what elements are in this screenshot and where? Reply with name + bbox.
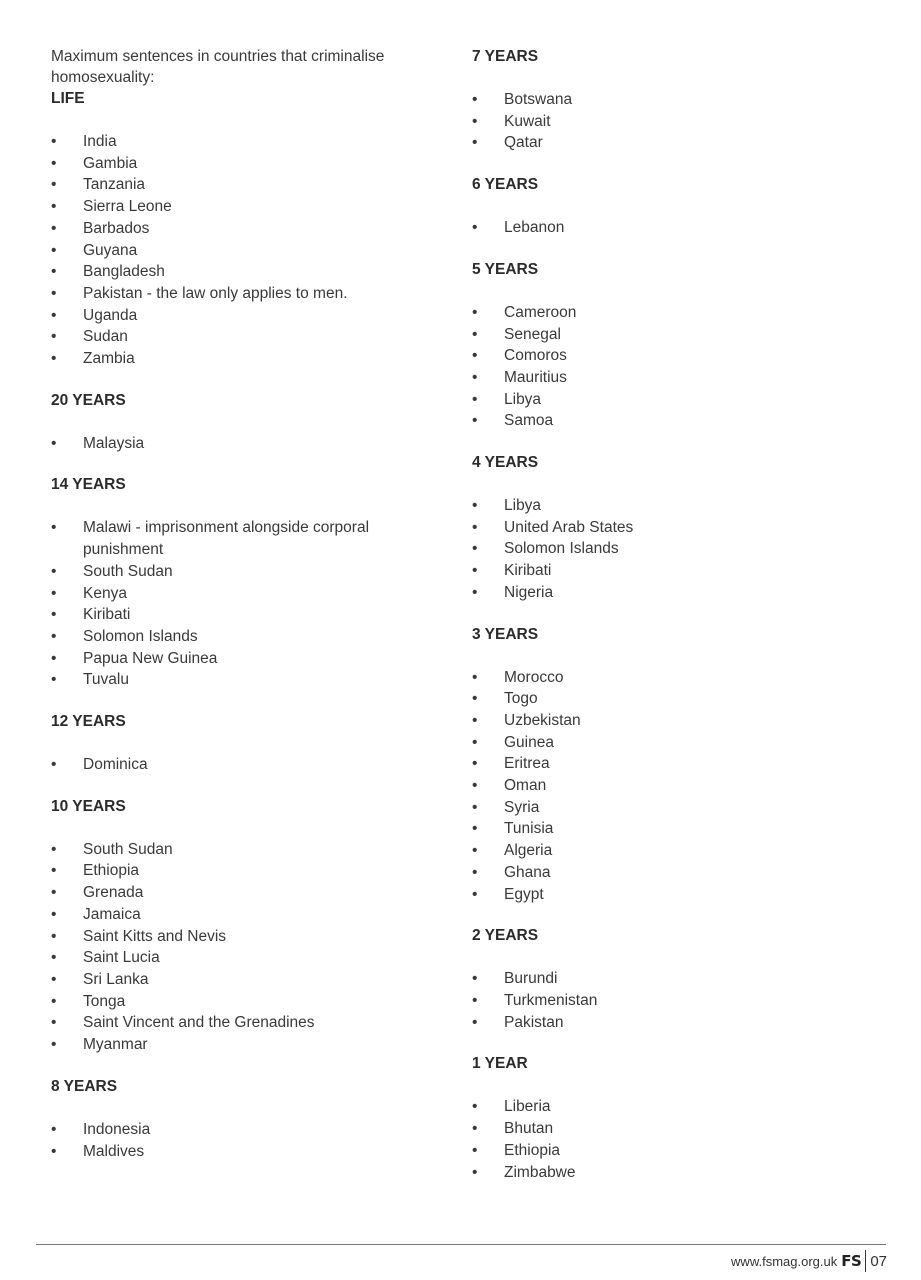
sentence-section (472, 452, 872, 604)
country-item: • Egypt (472, 884, 872, 906)
country-item: • Algeria (472, 840, 872, 862)
country-item: • Turkmenistan (472, 990, 872, 1012)
country-item: • Oman (472, 775, 872, 797)
country-item: • Malawi - imprisonment alongside corporal punishment (51, 517, 431, 560)
country-item: • Malaysia (51, 433, 431, 455)
section-heading: 20 YEARS (51, 391, 126, 409)
country-item: • Qatar (472, 132, 872, 154)
section-heading: 3 YEARS (472, 625, 539, 643)
country-item: • Morocco (472, 667, 872, 689)
country-item: • Saint Vincent and the Grenadines (51, 1012, 431, 1034)
country-item: • Tonga (51, 991, 431, 1013)
country-item: • Zambia (51, 348, 431, 370)
country-item: • Solomon Islands (472, 538, 872, 560)
country-item: • Maldives (51, 1141, 431, 1163)
page-number: 07 (870, 1252, 887, 1270)
country-item: • Jamaica (51, 904, 431, 926)
country-list (472, 217, 872, 239)
country-item: • Indonesia (51, 1119, 431, 1141)
right-sections (472, 46, 872, 1183)
country-item: • Burundi (472, 968, 872, 990)
country-item: • Barbados (51, 218, 431, 240)
section-heading: 5 YEARS (472, 260, 539, 278)
section-heading: 1 YEAR (472, 1055, 528, 1073)
country-list (51, 1119, 431, 1162)
section-heading: 7 YEARS (472, 48, 539, 65)
country-item: • Kiribati (51, 604, 431, 626)
sentence-section (472, 624, 872, 906)
country-list (472, 302, 872, 432)
left-column (51, 46, 431, 1182)
country-item: • Syria (472, 797, 872, 819)
country-item: • Ghana (472, 862, 872, 884)
sentence-section (472, 1053, 872, 1183)
country-item: • Cameroon (472, 302, 872, 324)
country-item: • Kiribati (472, 560, 872, 582)
fs-logo: FS (841, 1252, 862, 1270)
country-item: • Gambia (51, 153, 431, 175)
country-list (51, 754, 431, 776)
country-item: • Pakistan (472, 1012, 872, 1034)
section-heading: 14 YEARS (51, 476, 126, 494)
country-item: • Uganda (51, 305, 431, 327)
country-item: • Nigeria (472, 582, 872, 604)
country-item: • Libya (472, 495, 872, 517)
country-item: • Tuvalu (51, 669, 431, 691)
country-item: • Ethiopia (472, 1140, 872, 1162)
country-item: • Comoros (472, 345, 872, 367)
footer-separator (865, 1250, 866, 1272)
country-item: • United Arab States (472, 517, 872, 539)
sentence-section (51, 474, 431, 691)
sentence-section (51, 1076, 431, 1162)
sentence-section (51, 88, 431, 370)
country-item: • Tanzania (51, 174, 431, 196)
country-item: • India (51, 131, 431, 153)
sentence-section (51, 390, 431, 455)
country-item: • South Sudan (51, 839, 431, 861)
sentence-section (51, 711, 431, 776)
country-list (472, 495, 872, 604)
country-item: • Papua New Guinea (51, 648, 431, 670)
country-item: • Lebanon (472, 217, 872, 239)
country-item: • Sierra Leone (51, 196, 431, 218)
section-heading: LIFE (51, 90, 85, 107)
footer (731, 1249, 887, 1273)
right-column (472, 46, 872, 1203)
country-item: • Botswana (472, 89, 872, 111)
country-item: • Eritrea (472, 753, 872, 775)
section-heading: 4 YEARS (472, 454, 539, 472)
country-item: • Grenada (51, 882, 431, 904)
country-item: • Dominica (51, 754, 431, 776)
section-heading: 12 YEARS (51, 713, 126, 731)
country-item: • Myanmar (51, 1034, 431, 1056)
country-list (472, 667, 872, 906)
country-item: • Tunisia (472, 818, 872, 840)
country-list (472, 89, 872, 154)
left-sections (51, 88, 431, 1162)
country-item: • Mauritius (472, 367, 872, 389)
intro-text: Maximum sentences in countries that criminalise homosexuality: (51, 48, 385, 86)
sentence-section (472, 925, 872, 1033)
country-item: • Liberia (472, 1096, 872, 1118)
country-item: • Solomon Islands (51, 626, 431, 648)
country-item: • Sudan (51, 326, 431, 348)
country-item: • Saint Lucia (51, 947, 431, 969)
footer-divider (36, 1244, 886, 1245)
country-item: • Togo (472, 688, 872, 710)
country-list (51, 131, 431, 370)
country-list (51, 839, 431, 1056)
section-heading: 8 YEARS (51, 1077, 118, 1095)
country-item: • Samoa (472, 410, 872, 432)
country-item: • South Sudan (51, 561, 431, 583)
footer-website[interactable]: www.fsmag.org.uk (731, 1253, 838, 1269)
section-heading: 10 YEARS (51, 797, 126, 815)
sentence-section (51, 796, 431, 1056)
country-item: • Sri Lanka (51, 969, 431, 991)
country-item: • Pakistan - the law only applies to men. (51, 283, 431, 305)
section-heading: 6 YEARS (472, 176, 539, 194)
country-item: • Zimbabwe (472, 1162, 872, 1184)
country-list (472, 1096, 872, 1183)
country-item: • Kuwait (472, 111, 872, 133)
country-list (51, 517, 431, 691)
section-heading: 2 YEARS (472, 927, 539, 945)
country-item: • Senegal (472, 324, 872, 346)
country-item: • Guinea (472, 732, 872, 754)
country-item: • Guyana (51, 240, 431, 262)
country-item: • Ethiopia (51, 860, 431, 882)
sentence-section (472, 46, 872, 154)
country-item: • Bhutan (472, 1118, 872, 1140)
country-item: • Kenya (51, 583, 431, 605)
country-item: • Bangladesh (51, 261, 431, 283)
country-list (472, 968, 872, 1033)
country-item: • Uzbekistan (472, 710, 872, 732)
sentence-section (472, 174, 872, 239)
country-item: • Libya (472, 389, 872, 411)
country-item: • Saint Kitts and Nevis (51, 926, 431, 948)
country-list (51, 433, 431, 455)
sentence-section (472, 259, 872, 432)
